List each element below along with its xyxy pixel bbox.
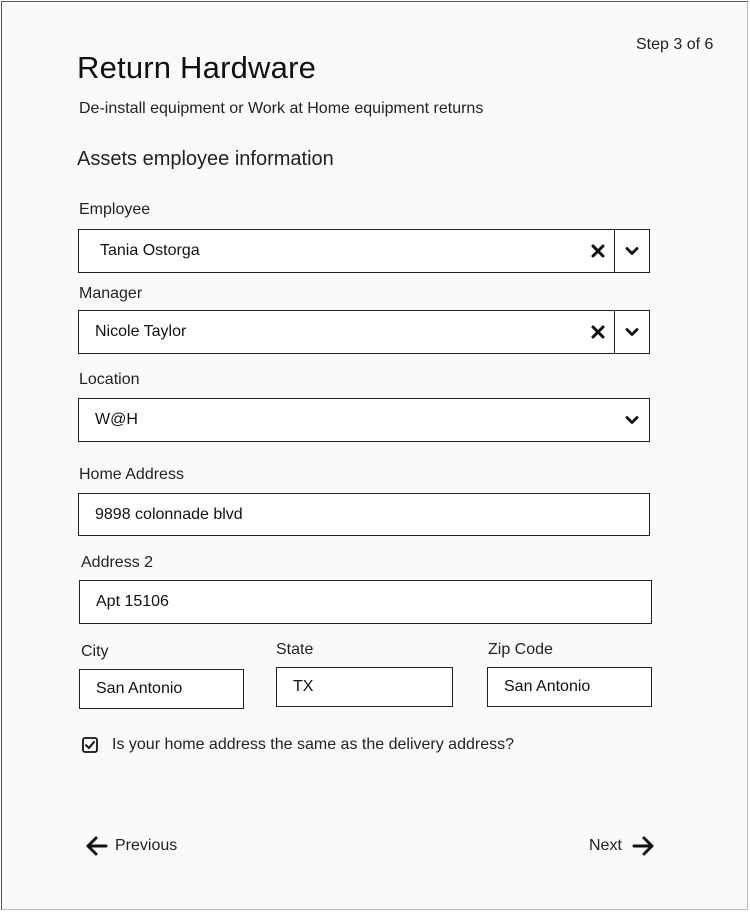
city-input[interactable] [79,669,244,709]
same-address-checkbox[interactable] [82,737,98,753]
page-subtitle: De-install equipment or Work at Home equipment returns [79,100,484,117]
location-value: W@H [95,411,138,428]
chevron-down-icon[interactable] [615,311,649,353]
location-label: Location [79,371,140,388]
close-icon[interactable] [582,230,614,272]
form-panel [1,1,748,910]
zip-code-value: San Antonio [504,678,591,695]
employee-value: Tania Ostorga [100,242,200,259]
arrow-left-icon [85,835,108,857]
section-title: Assets employee information [77,148,334,170]
city-value: San Antonio [96,680,183,697]
zip-code-input[interactable] [487,667,652,707]
next-label: Next [589,837,622,854]
same-address-label: Is your home address the same as the delivery address? [112,736,514,753]
previous-label: Previous [115,837,178,854]
manager-label: Manager [79,285,143,302]
step-indicator: Step 3 of 6 [636,36,714,53]
previous-button[interactable] [85,835,177,857]
next-button[interactable] [589,835,655,857]
state-label: State [276,641,314,658]
employee-select[interactable] [78,229,650,273]
employee-label: Employee [79,201,151,218]
zip-code-label: Zip Code [488,641,553,658]
home-address-input[interactable] [78,493,650,536]
home-address-value: 9898 colonnade blvd [95,505,243,523]
address2-value: Apt 15106 [96,593,169,610]
manager-select[interactable] [78,310,650,354]
manager-value: Nicole Taylor [95,323,187,340]
state-input[interactable] [276,667,453,707]
home-address-label: Home Address [79,466,184,483]
chevron-down-icon[interactable] [615,399,649,441]
location-select[interactable] [78,398,650,442]
checkbox-checked-icon [82,737,98,753]
close-icon[interactable] [582,311,614,353]
chevron-down-icon[interactable] [615,230,649,272]
city-label: City [81,643,109,660]
arrow-right-icon [632,835,655,857]
page-title: Return Hardware [77,50,317,85]
address2-input[interactable] [79,580,652,624]
address2-label: Address 2 [81,554,154,571]
state-value: TX [293,678,314,695]
